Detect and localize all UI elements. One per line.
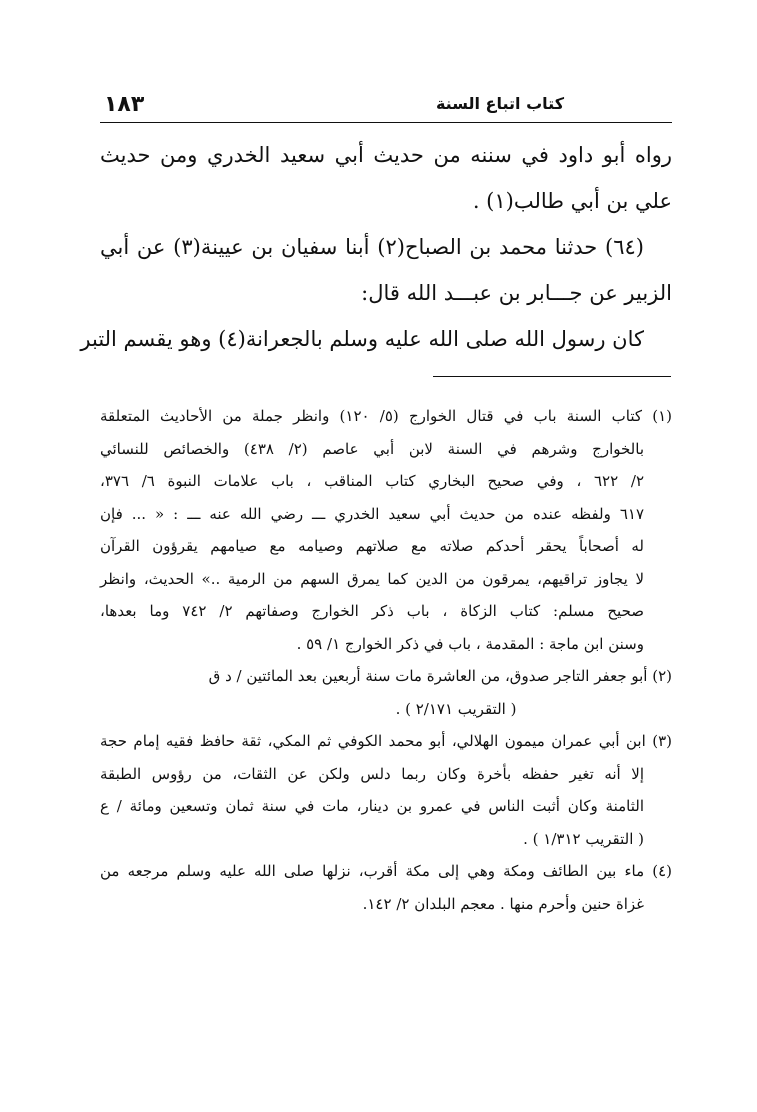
footnote-3 bbox=[100, 725, 672, 855]
main-line: علي بن أبي طالب(١) . bbox=[472, 189, 672, 213]
main-line: الزبير عن جـــابر بن عبـــد الله قال: bbox=[361, 281, 672, 305]
footnote-line: ٢/ ٦٢٢ ، وفي صحيح البخاري كتاب المناقب ، باب علامات النبوة ٦/ ٣٧٦، bbox=[100, 472, 644, 490]
footnote-line: ٦١٧ ولفظه عنده من حديث أبي سعيد الخدري ـــ رضي الله عنه ـــ : « ... فإن bbox=[100, 504, 644, 523]
main-line: (٦٤) حدثنا محمد بن الصباح(٢) أبنا سفيان بن عيينة(٣) عن أبي bbox=[100, 235, 644, 259]
footnote-line: بالخوارج وشرهم في السنة لابن أبي عاصم (٢/ ٤٣٨) والخصائص للنسائي bbox=[100, 439, 644, 458]
footnote-separator bbox=[433, 376, 671, 377]
footnote-line: إلا أنه تغير حفظه بأخرة وكان ربما دلس ولكن عن الثقات، من رؤوس الطبقة bbox=[100, 764, 644, 783]
footnote-line: له أصحاباً يحقر أحدكم صلاته مع صلاتهم وصيامه مع صيامهم يقرؤون القرآن bbox=[100, 537, 644, 555]
footnote-line: ( التقريب ٢/١٧١ ) . bbox=[395, 699, 517, 718]
footnote-line: (٣) ابن أبي عمران ميمون الهلالي، أبو محمد الكوفي ثم المكي، ثقة حافظ فقيه إمام حجة bbox=[100, 732, 672, 750]
footnote-2 bbox=[100, 660, 672, 725]
main-text bbox=[80, 132, 672, 362]
footnote-line: وسنن ابن ماجة : المقدمة ، باب في ذكر الخوارج ١/ ٥٩ . bbox=[296, 634, 644, 653]
main-line: كان رسول الله صلى الله عليه وسلم بالجعرانة(٤) وهو يقسم التبر bbox=[80, 327, 644, 351]
footnote-4 bbox=[100, 855, 672, 920]
footnote-line: الثامنة وكان أثبت الناس في عمرو بن دينار، مات في سنة ثمان وتسعين ومائة / ع bbox=[100, 797, 644, 815]
footnote-line: لا يجاوز تراقيهم، يمرقون من الدين كما يمرق السهم من الرمية ..» الحديث، وانظر bbox=[100, 569, 644, 588]
footnote-line: ( التقريب ١/٣١٢ ) . bbox=[523, 829, 644, 848]
footnote-line: صحيح مسلم: كتاب الزكاة ، باب ذكر الخوارج وصفاتهم ٢/ ٧٤٢ وما بعدها، bbox=[100, 602, 644, 620]
footnote-line: (٢) أبو جعفر التاجر صدوق، من العاشرة مات سنة أربعين بعد المائتين / د ق bbox=[208, 667, 672, 685]
page-header bbox=[100, 92, 672, 123]
footnote-line: غزاة حنين وأحرم منها . معجم البلدان ٢/ ١٤٢. bbox=[362, 894, 644, 913]
main-line: رواه أبو داود في سننه من حديث أبي سعيد الخدري ومن حديث bbox=[100, 143, 672, 167]
footnote-1 bbox=[100, 400, 672, 660]
footnote-line: (١) كتاب السنة باب في قتال الخوارج (٥/ ١٢٠) وانظر جملة من الأحاديث المتعلقة bbox=[100, 407, 672, 425]
running-title: كتاب اتباع السنة bbox=[435, 94, 564, 113]
footnote-line: (٤) ماء بين الطائف ومكة وهي إلى مكة أقرب، نزلها صلى الله عليه وسلم مرجعه من bbox=[100, 862, 672, 880]
page-number: ١٨٣ bbox=[104, 92, 145, 117]
footnotes bbox=[100, 400, 672, 920]
